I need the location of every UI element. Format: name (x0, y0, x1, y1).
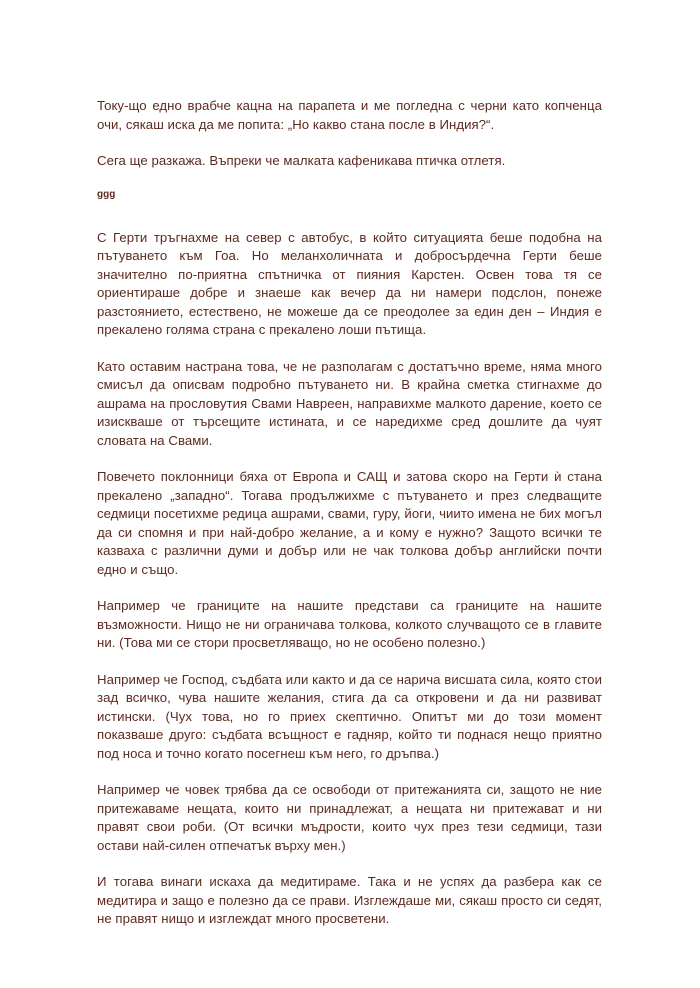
paragraph-sparrow: Току-що едно врабче кацна на парапета и ме погледна с черни като копченца очи, сякаш иска да ме попита: „Но какво стана после в Индия?“. (97, 98, 602, 132)
paragraph-pilgrims: Повечето поклонници бяха от Европа и САЩ и затова скоро на Герти ѝ стана прекалено „западно“. Тогава продължихме с пътуването и през следващите седмици посетихме редица ашрами, свами, гуру, йоги, чиито имена не бих могъл да си спомня и при най-добро желание, а и кому е нужно? Защото всички те казваха с различни думи и добър или не чак толкова добър английски почти едно и също. (97, 469, 602, 577)
paragraph-gerti-north: С Герти тръгнахме на север с автобус, в който ситуацията беше подобна на пътуването към Гоа. Но меланхоличната и добросърдечна Герти беше значително по-приятна спътничка от пияния Карстен. Освен това тя се ориентираше добре и знаеше как вечер да ни намери подслон, понеже разстоянието, естествено, не можеше да се преодолее за един ден – Индия е прекалено голяма страна с прекалено лоши пътища. (97, 229, 602, 337)
section-separator: ggg (97, 188, 116, 200)
document-page (97, 97, 602, 947)
paragraph-story-start: Сега ще разкажа. Въпреки че малката кафеникава птичка отлетя. (97, 153, 506, 168)
paragraph-possessions: Например че човек трябва да се освободи от притежанията си, защото не ние притежаваме нещата, които ни принадлежат, а нещата ни притежават и ни правят свои роби. (От всички мъдрости, които чух през тези седмици, тази остави най-силен отпечатък върху мен.) (97, 782, 602, 853)
paragraph-meditation: И тогава винаги искаха да медитираме. Така и не успях да разбера как се медитира и защо е полезно да се прави. Изглеждаше ми, сякаш просто си седят, не правят нищо и изглеждат много просветени. (97, 874, 602, 926)
paragraph-limits: Например че границите на нашите представи са границите на нашите възможности. Нищо не ни ограничава толкова, колкото случващото се в главите ни. (Това ми се стори просветляващо, но не особено полезно.) (97, 598, 602, 650)
paragraph-fate: Например че Господ, съдбата или както и да се нарича висшата сила, която стои зад всичко, чува нашите желания, стига да са откровени и да ни развиват истински. (Чух това, но го приех скептично. Опитът ми до този момент показваше друго: съдбата всъщност е гадняр, който ти поднася нещо приятно под носа и точно когато посегнеш към него, го дръпва.) (97, 671, 602, 761)
paragraph-ashram: Като оставим настрана това, че не разполагам с достатъчно време, няма много смисъл да описвам подробно пътуването ни. В крайна сметка стигнахме до ашрама на прословутия Свами Навреен, направихме малкото дарение, което се изискваше от търсещите истината, и се наредихме сред дошлите да чуят словата на Свами. (97, 358, 602, 448)
